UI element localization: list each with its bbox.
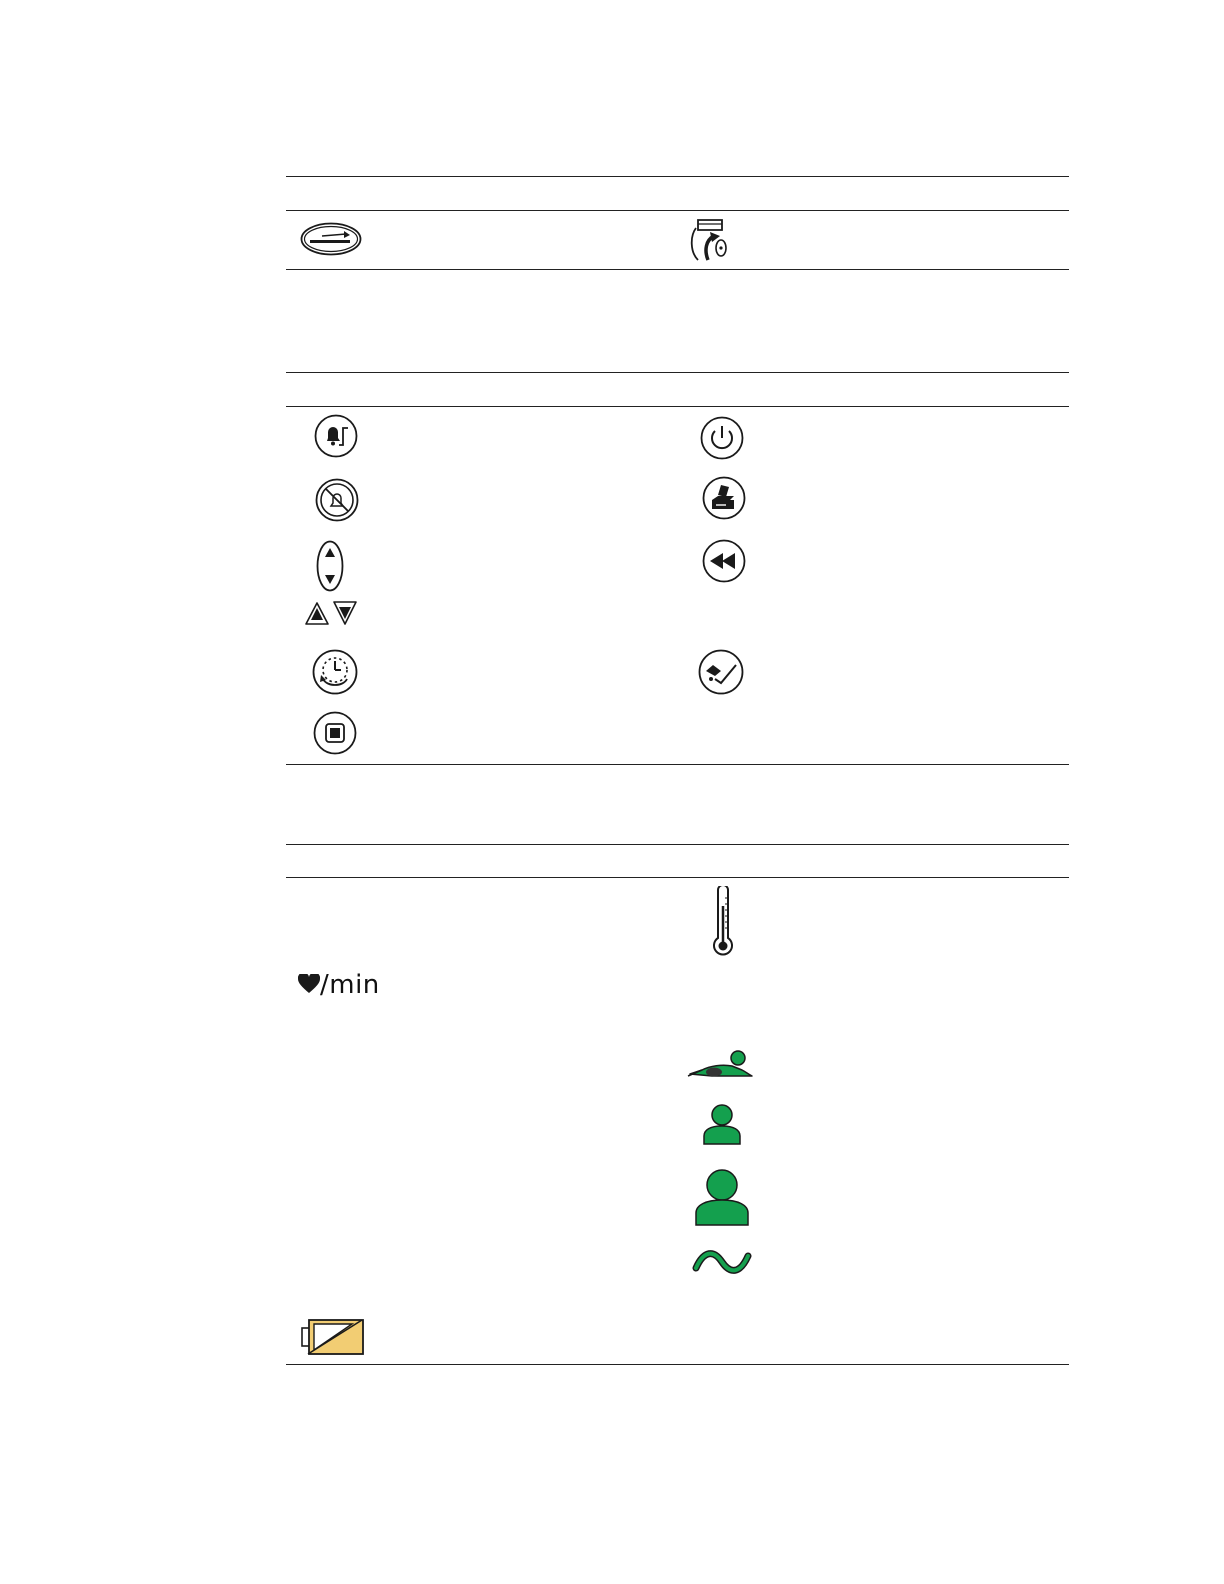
section-1-top-rule — [286, 176, 1069, 177]
alarm-limits-bell-icon — [314, 414, 358, 458]
heart-icon — [298, 971, 320, 1001]
section-2-header-rule — [286, 406, 1069, 407]
section-1-bottom-rule — [286, 269, 1069, 270]
cuff-inflate-check-icon — [698, 649, 744, 695]
section-1-header-rule — [286, 210, 1069, 211]
ac-power-icon — [692, 1248, 752, 1276]
up-down-arrows-icon — [304, 600, 360, 626]
neonatal-patient-icon — [686, 1046, 756, 1082]
thermometer-icon — [710, 886, 736, 958]
alarm-silence-icon — [315, 478, 359, 522]
battery-low-icon — [300, 1318, 366, 1356]
heart-rate-unit — [298, 970, 380, 1001]
power-on-off-icon — [700, 416, 744, 460]
stop-icon — [313, 711, 357, 755]
adult-patient-icon — [694, 1167, 750, 1227]
print-icon — [702, 476, 746, 520]
section-2-top-rule — [286, 372, 1069, 373]
paper-roll-load-icon — [688, 216, 730, 264]
recorder-paper-slot-icon — [300, 222, 362, 256]
navigation-up-down-icon — [316, 540, 344, 592]
rewind-icon — [702, 539, 746, 583]
heart-rate-unit-text: /min — [320, 970, 380, 1000]
section-2-bottom-rule — [286, 764, 1069, 765]
pediatric-patient-icon — [702, 1102, 742, 1146]
section-3-top-rule — [286, 844, 1069, 845]
section-3-header-rule — [286, 877, 1069, 878]
timer-interval-icon — [312, 649, 358, 695]
section-3-bottom-rule — [286, 1364, 1069, 1365]
